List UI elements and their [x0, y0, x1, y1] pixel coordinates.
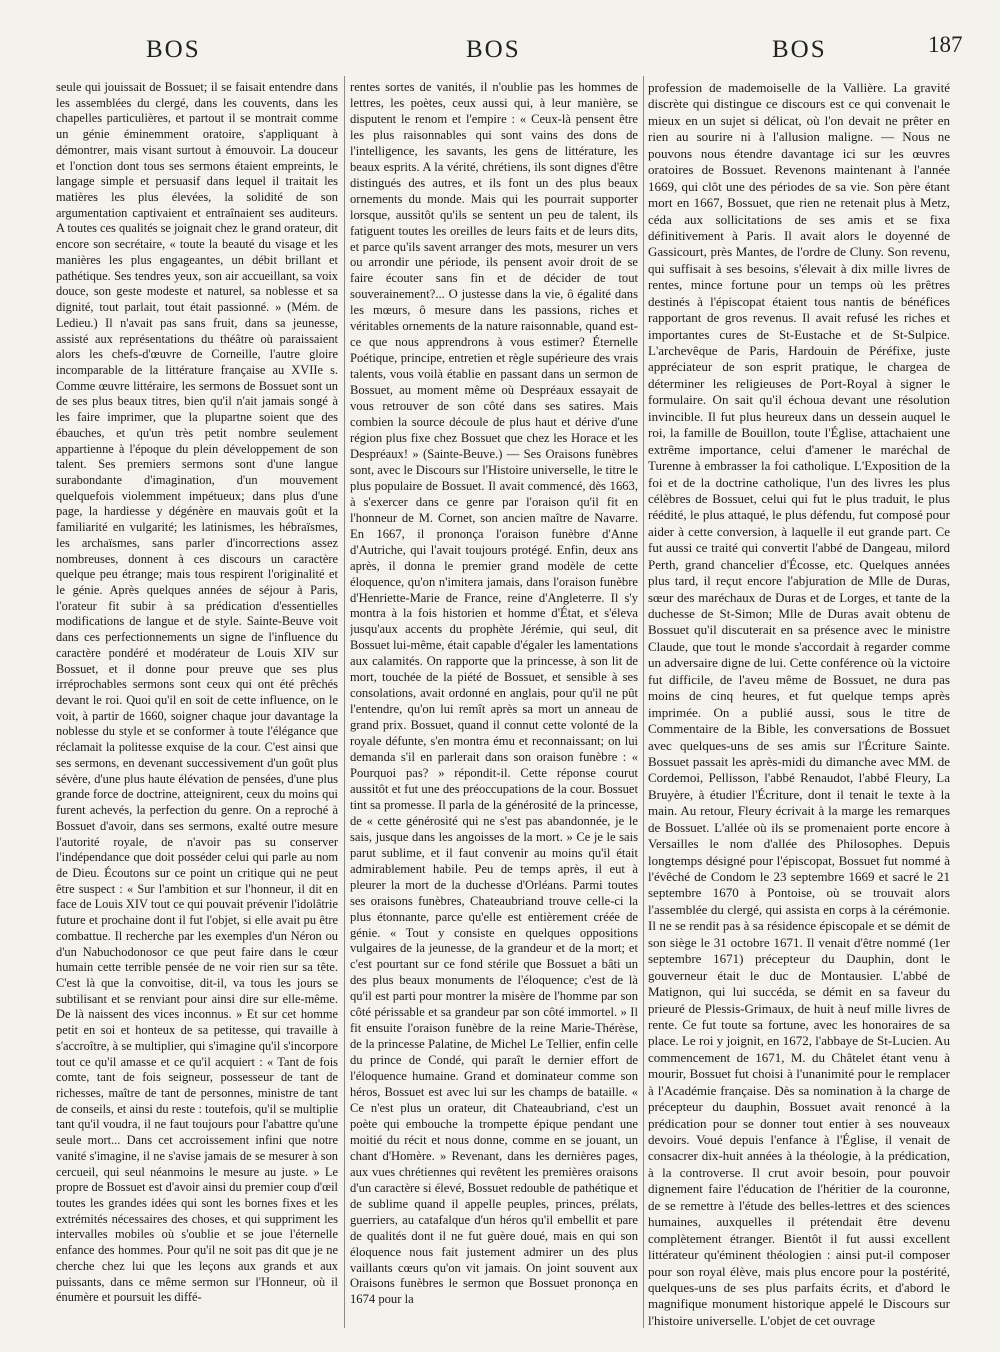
running-header-center: BOS	[466, 36, 521, 63]
column-text: rentes sortes de vanités, il n'oublie pas les hommes de lettres, les poètes, ceux aussi qui, à leur manière, se disputent le renom et l'empire : « Ceux-là pensent être les plus raisonnables qui sont vains des dons de l'intelligence, les savants, les gens de littérature, les beaux esprits. A la vérité, chrétiens, ils sont dignes d'être distingués des autres, et ils font un des plus beaux ornements du monde. Mais qui les pourrait supporter lorsque, aussitôt qu'ils se sentent un peu de talent, ils fatiguent toutes les oreilles de leurs faits et de leurs dits, et parce qu'ils savent arranger des mots, mesurer un vers ou arrondir une période, ils pensent avoir droit de se faire écouter sans fin et de décider de tout souverainement?... O justesse dans la vie, ô égalité dans les mœurs, ô mesure dans les passions, riches et véritables ornements de la nature raisonnable, quand est-ce que nous apprendrons à vous estimer? Éternelle Poétique, principe, entretien et règle supérieure des vrais talents, vous voilà établie en passant dans un sermon de Bossuet, au moment même où Despréaux essayait de vous retrouver de son côté dans ses satires. Mais combien la source découle de plus haut et dérive d'une région plus fixe chez Bossuet que chez les Horace et les Despréaux! » (Sainte-Beuve.) — Ses Oraisons funèbres sont, avec le Discours sur l'Histoire universelle, le titre le plus populaire de Bossuet. Il avait commencé, dès 1663, à s'exercer dans ce genre par l'oraison qu'il fit en l'honneur de M. Cornet, son ancien maître de Navarre. En 1667, il prononça l'oraison funèbre d'Anne d'Autriche, qui l'avait toujours protégé. Enfin, deux ans après, il donna le premier grand modèle de cette éloquence, qu'on n'imitera jamais, dans l'oraison funèbre d'Henriette-Marie de France, reine d'Angleterre. Il s'y montra à la fois historien et homme d'État, et s'éleva jusqu'aux accents du prophète Jérémie, qui seul, dit Bossuet lui-même, était capable d'égaler les lamentations aux calamités. On rapporte que la princesse, à son lit de mort, touchée de la piété de Bossuet, et sensible à ses consolations, avait ordonné en anglais, pour qu'il ne pût l'entendre, qu'on lui remît après sa mort un anneau de grand prix. Bossuet, quand il connut cette volonté de la royale défunte, s'en montra ému et reconnaissant; on lui demanda s'il en parlerait dans son oraison funèbre : « Pourquoi pas? » répondit-il. Cette réponse courut aussitôt et fut une des préoccupations de la cour. Bossuet tint sa promesse. Il parla de la générosité de la princesse, de « cette générosité qui ne s'est pas abandonnée, je le sais, jusque dans les angoisses de la mort. » Ce je le sais parut sublime, et il faut convenir au moins qu'il était admirablement habile. Peu de temps après, il eut à pleurer la mort de la duchesse d'Orléans. Parmi toutes ses oraisons funèbres, Chateaubriand trouve celle-ci la plus étonnante, parce qu'elle est entièrement créée de génie. « Tout y consiste en quelques oppositions vulgaires de la jeunesse, de la grandeur et de la mort; et c'est pourtant sur ce fond stérile que Bossuet a bâti un des plus beaux monuments de l'éloquence; c'est de là qu'il est parti pour montrer la misère de l'homme par son côté périssable et sa grandeur par son côté immortel. » Il fit ensuite l'oraison funèbre de la reine Marie-Thérèse, de la princesse Palatine, de Michel Le Tellier, enfin celle du prince de Condé, qui paraît le dernier effort de l'éloquence humaine. Grand et dominateur comme son héros, Bossuet est avec lui sur les champs de bataille. « Ce n'est plus un orateur, dit Chateaubriand, c'est un poète qui embouche la trompette épique pendant une moitié du récit et nous donne, comme en se jouant, un chant d'Homère. » Revenant, dans les dernières pages, aux vues chrétiennes qui revêtent les premières oraisons d'un caractère si élevé, Bossuet redouble de pathétique et de sublime quand il appelle peuples, princes, prélats, guerriers, au catafalque d'un héros qu'il embellit et pare de qualités dont il ne fut guère doué, mais en qui son éloquence nous fait justement admirer un des plus vaillants cœurs qu'on vit jamais. On joint souvent aux Oraisons funèbres le sermon que Bossuet prononça en 1674 pour la	[350, 80, 638, 1307]
page-number: 187	[928, 32, 963, 57]
text-column-left	[56, 80, 338, 1330]
column-text: profession de mademoiselle de la Vallière. La gravité discrète qui distingue ce discours est ce qui convenait le mieux en un sujet si délicat, où l'on devait ne prêter en rien au sourire ni à l'allusion maligne. — Nous ne pouvons nous étendre davantage ici sur les œuvres oratoires de Bossuet. Revenons maintenant à l'année 1669, qui clôt une des périodes de sa vie. Son père étant mort en 1667, Bossuet, que rien ne retenait plus à Metz, céda aux sollicitations de ses amis et se fixa définitivement à Paris. Il avait alors le doyenné de Gassicourt, près Mantes, de l'ordre de Cluny. Son revenu, qui suffisait à ses besoins, s'élevait à dix mille livres de rentes, mince fortune pour un temps où les prêtres destinés à l'épiscopat étaient tous nantis de bénéfices rapportant de gros revenus. Il avait refusé les riches et importantes cures de St-Eustache et de St-Sulpice. L'archevêque de Paris, Hardouin de Péréfixe, juste appréciateur de son esprit pratique, le chargea de déterminer les religieuses de Port-Royal à signer le formulaire. On sait qu'il échoua devant une résolution invincible. Il fut plus heureux dans un dessein auquel le roi, la famille de Bouillon, toute l'Église, attachaient une extrême importance, celui d'amener le maréchal de Turenne à embrasser la foi catholique. L'Exposition de la foi et de la doctrine catholique, l'un des livres les plus célèbres de Bossuet, celui qui fut le plus traduit, le plus réédité, le plus attaqué, le plus défendu, fut composé pour aider à cette conversion, à laquelle il eut grande part. Ce fut aussi ce traité qui convertit l'abbé de Dangeau, milord Perth, grand chancelier d'Écosse, etc. Quelques années plus tard, il reçut encore l'abjuration de Mlle de Duras, sœur des maréchaux de Duras et de Lorges, et tante de la duchesse de St-Simon; Mlle de Duras avait obtenu de Bossuet qu'il discuterait en sa présence avec le ministre Claude, que tout le monde s'accordait à regarder comme un adversaire digne de lui. Cette conférence où la victoire fut difficile, de l'aveu même de Bossuet, ne dura pas moins de cinq heures, et fut quelque temps après imprimée. On a publié aussi, sous le titre de Commentaire de la Bible, les conversations de Bossuet avec quelques-uns de ses amis sur l'Écriture Sainte. Bossuet passait les après-midi du dimanche avec MM. de Cordemoi, Pellisson, l'abbé Renaudot, l'abbé Fleury, La Bruyère, à étudier l'Écriture, dont il tenait le texte à la main. Au retour, Fleury écrivait à la marge les remarques de Bossuet. L'allée où ils se promenaient porte encore à Versailles le nom d'allée des Philosophes. Depuis longtemps désigné pour l'épiscopat, Bossuet fut nommé à l'évêché de Condom le 23 septembre 1669 et sacré le 21 septembre 1670 à Pontoise, où se trouvait alors l'assemblée du clergé, qui assista en corps à la cérémonie. Il ne se rendit pas à sa résidence épiscopale et se démit de son siège le 31 octobre 1671. Il venait d'être nommé (1er septembre 1671) précepteur du Dauphin, dont le gouverneur était le duc de Montausier. L'abbé de Matignon, qui lui succéda, se démit en sa faveur du prieuré de Plessis-Grimaux, de huit à neuf mille livres de rente. Ce fut toute sa fortune, avec les honoraires de sa place. Le roi y joignit, en 1672, l'abbaye de St-Lucien. Au commencement de 1671, M. du Châtelet étant venu à mourir, Bossuet fut choisi à l'unanimité pour le remplacer à l'Académie française. Dès sa nomination à la charge de précepteur du dauphin, Bossuet avait renoncé à la prédication pour se donner tout entier à ses nouveaux devoirs. Voué depuis l'enfance à l'Église, il venait de consacrer dix-huit années à la théologie, à la prédication, à la controverse. Il crut avoir besoin, pour pouvoir dignement faire l'éducation de l'héritier de la couronne, de se remettre à l'étude des belles-lettres et des sciences humaines, auxquelles il prétendait être devenu complètement étranger. Bientôt il fut aussi excellent littérateur qu'éminent théologien : ainsi put-il composer pour son royal élève, mais plus encore pour la postérité, quelques-uns de ses plus parfaits écrits, et d'abord le magnifique monument historique appelé le Discours sur l'histoire universelle. L'objet de cet ouvrage	[648, 80, 950, 1328]
column-text: seule qui jouissait de Bossuet; il se faisait entendre dans les assemblées du clergé, dans les couvents, dans les chapelles particulières, et partout il se montrait comme un génie éminemment oratoire, s'appliquant à démontrer, mais visant surtout à émouvoir. La douceur et l'onction dont tous ses sermons étaient empreints, le langage simple et persuasif dans lequel il traitait les matières les plus élevées, la solidité de son argumentation captivaient et entraînaient ses auditeurs. A toutes ces qualités se joignait chez le grand orateur, dit encore son secrétaire, « toute la beauté du visage et les manières les plus engageantes, un débit brillant et pathétique. Ses tendres yeux, son air accueillant, sa voix douce, son geste modeste et naturel, sa noblesse et sa dignité, tout parlait, tout était passionné. » (Mém. de Ledieu.) Il n'avait pas sans fruit, dans sa jeunesse, assisté aux représentations du théâtre où paraissaient alors les chefs-d'œuvre de Corneille, l'autre gloire incomparable de la littérature française au XVIIe s. Comme œuvre littéraire, les sermons de Bossuet sont un de ses plus beaux titres, bien qu'il n'ait jamais songé à les faire imprimer, que la plupartne soient que des ébauches, et qu'un très petit nombre seulement appartienne à l'époque du plein développement de son talent. Ses premiers sermons sont d'une langue surabondante d'imagination, d'un mouvement quelquefois violemment impétueux; dans plus d'une page, la hardiesse y dégénère en mauvais goût et la familiarité en vulgarité; les latinismes, les hébraïsmes, les archaïsmes, sans parler d'incorrections assez nombreuses, donnent à ces discours un caractère quelque peu étrange; mais tous respirent l'originalité et le génie. Après quelques années de séjour à Paris, l'orateur fit subir à sa prédication d'essentielles modifications de langue et de style. Sainte-Beuve voit dans ces perfectionnements un signe de l'influence du caractère pondéré et modérateur de Louis XIV sur Bossuet, et il donne pour preuve que ses plus irréprochables sermons sont ceux qui ont été prêchés devant le roi. Quoi qu'il en soit de cette influence, on le voit, à partir de 1660, soigner chaque jour davantage la noblesse du style et se conformer à toute l'élégance que réclamait la politesse exquise de la cour. C'est ainsi que ses sermons, en devenant successivement d'un goût plus sévère, d'une plus haute élévation de pensées, d'une plus grande force de doctrine, atteignirent, ceux du moins qui furent achevés, la perfection du genre. On a reproché à Bossuet d'avoir, dans ses sermons, exalté outre mesure l'autorité royale, de n'avoir pas su conserver l'indépendance que doit posséder celui qui parle au nom de Dieu. Écoutons sur ce point un critique qui ne peut être suspect : « Sur l'ambition et sur l'honneur, il dit en face de Louis XIV tout ce qui pouvait prévenir l'idolâtrie future et prochaine dont il fut l'objet, si elle avait pu être combattue. Il recherche par les exemples d'un Néron ou d'un Nabuchodonosor ce que peut faire dans le cœur humain cette terrible pensée de ne voir rien sur sa tête. C'est là que la convoitise, dit-il, va tous les jours se subtilisant et se renviant pour ainsi dire sur elle-même. De là naissent des vices inconnus. » Et sur cet homme petit en soi et honteux de sa petitesse, qui travaille à s'accroître, à se multiplier, qui s'imagine qu'il s'incorpore tout ce qu'il amasse et ce qu'il acquiert : « Tant de fois comte, tant de fois seigneur, possesseur de tant de richesses, maître de tant de personnes, ministre de tant de conseils, et ainsi du reste : toutefois, qu'il se multiplie tant qu'il voudra, il ne faut toujours pour l'abattre qu'une seule mort... Dans cet accroissement infini que notre vanité s'imagine, il ne s'avise jamais de se mesurer à son cercueil, qui seul néanmoins le mesure au juste. » Le propre de Bossuet est d'avoir ainsi du premier coup d'œil toutes les grandes idées qui sont les bornes fixes et les extrémités nécessaires des choses, et qui suppriment les intervalles mobiles où s'oublie et se joue l'éternelle enfance des hommes. Pour qu'il ne soit pas dit que je ne cherche chez lui que les leçons aux grands et aux puissants, dans ce même sermon sur l'Honneur, où il énumère et poursuit les diffé-	[56, 80, 338, 1305]
running-header-left: BOS	[146, 36, 201, 63]
text-column-right	[648, 80, 950, 1330]
running-header-right: BOS	[772, 36, 827, 63]
column-rule-left	[344, 76, 345, 1328]
column-rule-right	[643, 76, 644, 1328]
text-column-middle	[350, 80, 638, 1330]
